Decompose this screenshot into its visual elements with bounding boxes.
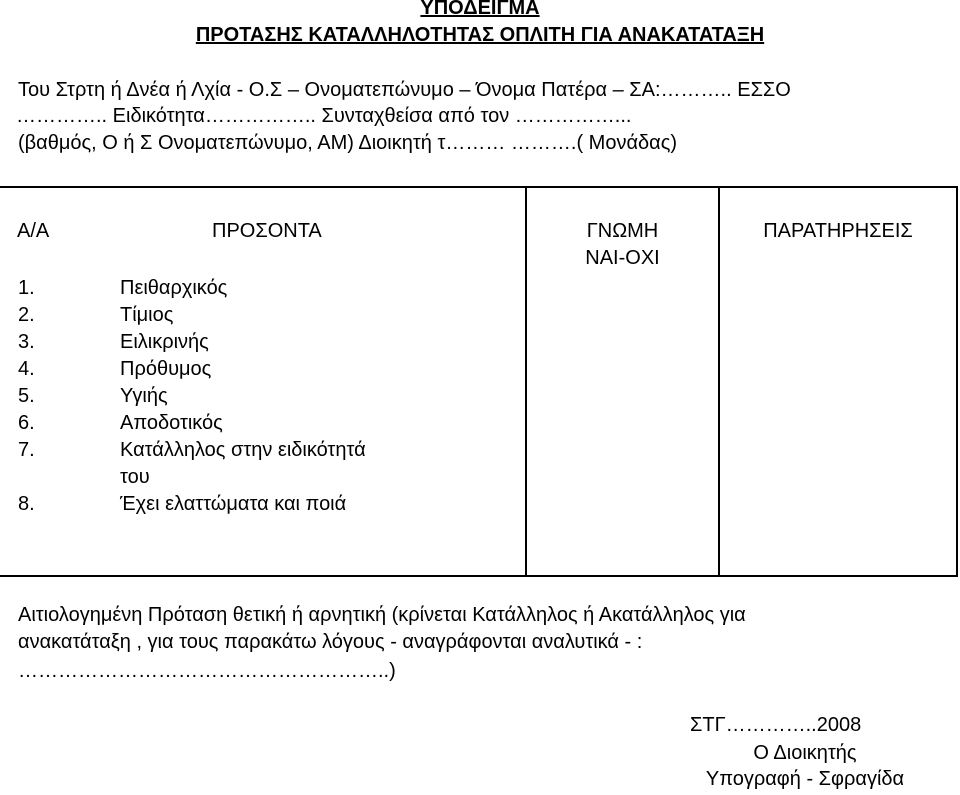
row-quality: Αποδοτικός — [120, 412, 223, 434]
row-number: 2. — [18, 304, 35, 326]
signature-date: ΣΤΓ…………..2008 — [690, 714, 862, 736]
column-header-opinion-values: ΝΑΙ-ΟΧΙ — [585, 247, 660, 269]
document-title: ΥΠΟΔΕΙΓΜΑ — [420, 0, 540, 19]
qualities-table — [0, 186, 958, 577]
row-quality: Υγιής — [120, 385, 168, 407]
row-number: 1. — [18, 277, 35, 299]
column-header-remarks: ΠΑΡΑΤΗΡΗΣΕΙΣ — [763, 220, 913, 242]
document-subtitle: ΠΡΟΤΑΣΗΣ ΚΑΤΑΛΛΗΛΟΤΗΤΑΣ ΟΠΛΙΤΗ ΓΙΑ ΑΝΑΚΑΤΑΤΑΞΗ — [195, 24, 765, 46]
row-number: 7. — [18, 439, 35, 461]
justification-line-2: ανακατάταξη , για τους παρακάτω λόγους - αναγράφονται αναλυτικά - : — [18, 631, 643, 653]
row-quality: Πειθαρχικός — [120, 277, 228, 299]
row-number: 5. — [18, 385, 35, 407]
signature-label: Υπογραφή - Σφραγίδα — [705, 768, 905, 790]
signature-role: Ο Διοικητής — [753, 742, 857, 764]
intro-line-3: (βαθμός, Ο ή Σ Ονοματεπώνυμο, ΑΜ) Διοικητή τ……… ……….( Μονάδας) — [18, 132, 678, 154]
column-header-aa: Α/Α — [17, 220, 50, 242]
justification-line-3: ………………………………………………..) — [18, 660, 396, 682]
row-number: 6. — [18, 412, 35, 434]
column-header-qualities: ΠΡΟΣΟΝΤΑ — [212, 220, 322, 242]
column-header-opinion: ΓΝΩΜΗ — [586, 220, 659, 242]
intro-line-1: Του Στρτη ή Δνέα ή Λχία - Ο.Σ – Ονοματεπώνυμο – Όνομα Πατέρα – ΣΑ:……….. ΕΣΣΟ — [18, 79, 791, 101]
row-quality: Ειλικρινής — [120, 331, 209, 353]
table-divider-remarks — [718, 188, 720, 575]
intro-line-2: ………….. Ειδικότητα…………….. Συνταχθείσα από τον ……………... — [16, 105, 632, 127]
row-quality: Πρόθυμος — [120, 358, 212, 380]
row-number: 4. — [18, 358, 35, 380]
row-quality: Έχει ελαττώματα και ποιά — [120, 493, 347, 515]
row-quality: Τίμιος — [120, 304, 174, 326]
row-quality: Κατάλληλος στην ειδικότητά — [120, 439, 366, 461]
row-number: 8. — [18, 493, 35, 515]
justification-line-1: Αιτιολογημένη Πρόταση θετική ή αρνητική (κρίνεται Κατάλληλος ή Ακατάλληλος για — [18, 604, 746, 626]
row-quality-continuation: του — [120, 466, 150, 488]
row-number: 3. — [18, 331, 35, 353]
